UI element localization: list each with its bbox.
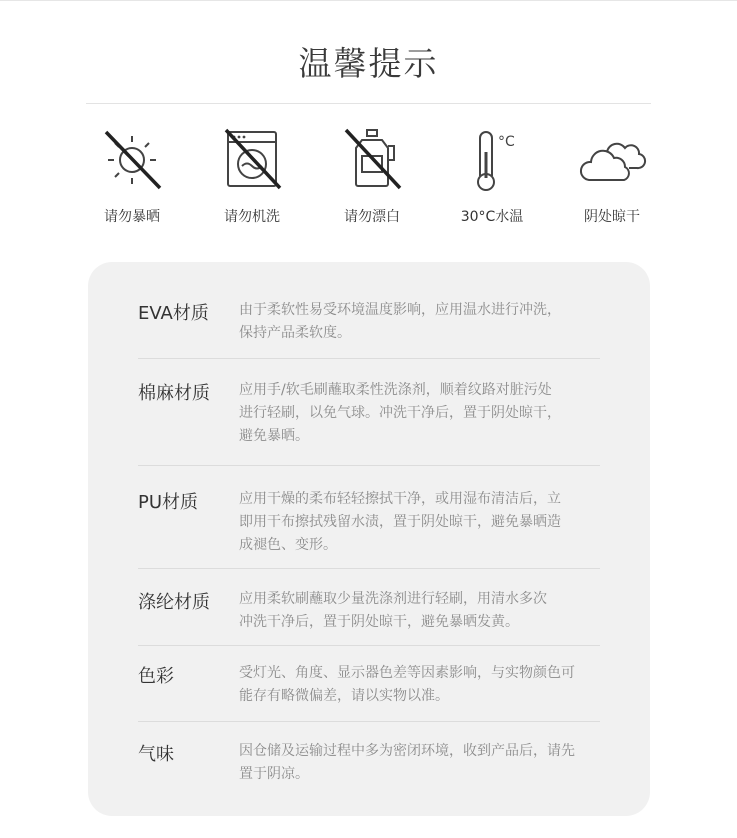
section-description: 因仓储及运输过程中多为密闭环境，收到产品后，请先 置于阴凉。 <box>239 743 575 782</box>
care-label-no-bleach: 请勿漂白 <box>344 209 400 225</box>
care-label-no-sun: 请勿暴晒 <box>104 209 160 225</box>
section-divider <box>138 721 600 722</box>
section-title: 气味 <box>138 744 174 765</box>
care-item-shade-dry <box>562 126 662 226</box>
section-divider <box>138 358 600 359</box>
section-description: 应用干燥的柔布轻轻擦拭干净，或用湿布清洁后，立 即用干布擦拭残留水渍，置于阴处晾干，避免暴晒造 成褪色、变形。 <box>239 491 561 553</box>
care-item-no-sun <box>82 126 182 226</box>
care-label-water-temp: 30°C水温 <box>460 209 524 225</box>
title-divider <box>86 103 651 104</box>
thermometer-icon <box>460 126 524 192</box>
care-item-water-temp <box>442 126 542 226</box>
care-icons-row <box>82 126 667 236</box>
no-sun-icon <box>100 126 164 192</box>
section-divider <box>138 465 600 466</box>
care-label-no-machine-wash: 请勿机洗 <box>224 209 280 225</box>
care-label-shade-dry: 阴处晾干 <box>584 209 640 225</box>
section-description: 由于柔软性易受环境温度影响，应用温水进行冲洗， 保持产品柔软度。 <box>239 302 561 341</box>
thermometer-unit-mark: °C <box>498 134 515 150</box>
no-bleach-icon <box>340 126 404 192</box>
care-item-no-bleach <box>322 126 422 226</box>
section-title: 涤纶材质 <box>138 592 210 613</box>
no-machine-wash-icon <box>220 126 284 192</box>
section-divider <box>138 645 600 646</box>
top-border <box>0 0 737 1</box>
section-divider <box>138 568 600 569</box>
section-title: PU材质 <box>138 492 199 513</box>
section-title: 棉麻材质 <box>138 383 210 404</box>
care-instructions-card <box>88 262 650 816</box>
section-description: 受灯光、角度、显示器色差等因素影响，与实物颜色可 能存有略微偏差，请以实物以准。 <box>239 665 575 704</box>
cloud-icon <box>577 126 647 192</box>
section-description: 应用柔软刷蘸取少量洗涤剂进行轻刷，用清水多次 冲洗干净后，置于阴处晾干，避免暴晒发黄。 <box>239 591 547 630</box>
page-title: 温馨提示 <box>298 44 439 83</box>
section-title: EVA材质 <box>138 303 209 324</box>
section-title: 色彩 <box>138 666 174 687</box>
section-description: 应用手/软毛刷蘸取柔性洗涤剂，顺着纹路对脏污处 进行轻刷，以免气球。冲洗干净后，置于阴处晾干， 避免暴晒。 <box>239 382 561 444</box>
care-item-no-machine-wash <box>202 126 302 226</box>
